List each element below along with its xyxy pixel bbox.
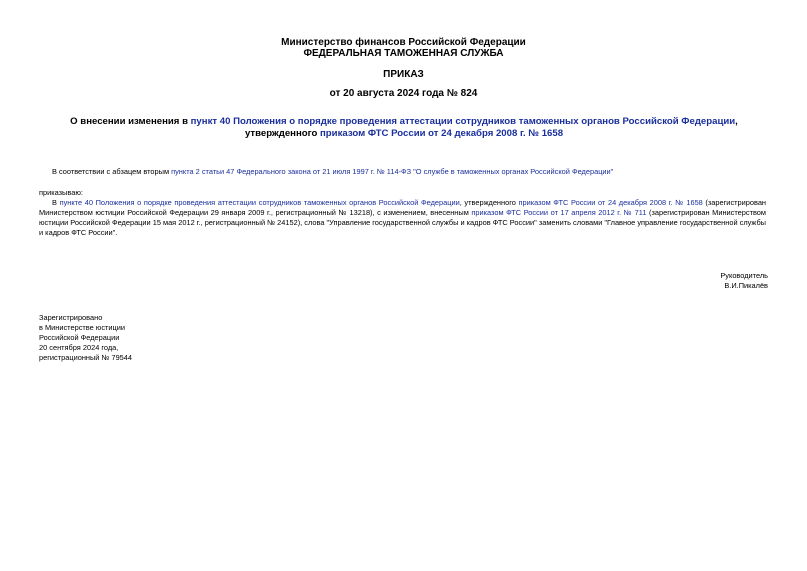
signature-title: Руководитель — [720, 271, 768, 280]
registration-line: регистрационный № 79544 — [39, 353, 133, 362]
basis-link-federal-law[interactable]: пункта 2 статьи 47 Федерального закона от 21 июля 1997 г. № 114-ФЗ "О службе в таможенных органах Российской Федерации" — [171, 167, 614, 176]
body-text-3: (зарегистрирован Министерством юстиции Российской Федерации 29 января 2009 г., регистрационный № 13218), с изменением, внесенным — [39, 198, 767, 217]
signature-name: В.И.Пикалёв — [724, 281, 768, 290]
order-body-paragraph — [39, 198, 766, 238]
registration-line: Зарегистрировано — [39, 313, 103, 322]
body-link-paragraph-40[interactable]: пункте 40 Положения о порядке проведения аттестации сотрудников таможенных органов Российской Федерации — [59, 198, 460, 207]
ministry-name: Министерство финансов Российской Федерации — [281, 37, 526, 48]
body-link-order-1658[interactable]: приказом ФТС России от 24 декабря 2008 г. № 1658 — [518, 198, 703, 207]
service-name: ФЕДЕРАЛЬНАЯ ТАМОЖЕННАЯ СЛУЖБА — [303, 48, 504, 59]
registration-line: 20 сентября 2024 года, — [39, 343, 119, 352]
signature-block — [720, 271, 768, 291]
registration-block — [39, 313, 132, 363]
subject-link-order-1658[interactable]: приказом ФТС России от 24 декабря 2008 г. № 1658 — [320, 128, 564, 139]
document-date-number: от 20 августа 2024 года № 824 — [329, 88, 478, 99]
subject-link-paragraph-40[interactable]: пункт 40 Положения о порядке проведения аттестации сотрудников таможенных органов Российской Федерации — [190, 116, 736, 127]
subject-prefix: О внесении изменения в — [70, 116, 191, 127]
document-type: ПРИКАЗ — [383, 69, 424, 80]
document-subject — [56, 116, 752, 140]
body-text-2: , утвержденного — [459, 198, 519, 207]
order-word: приказываю: — [39, 188, 83, 197]
registration-line: Российской Федерации — [39, 333, 120, 342]
legal-basis — [52, 167, 772, 177]
subject-middle: , утвержденного — [244, 116, 738, 139]
body-link-order-711[interactable]: приказом ФТС России от 17 апреля 2012 г. № 711 — [471, 208, 647, 217]
body-text-4: (зарегистрирован Министерством юстиции Российской Федерации 15 мая 2012 г., регистрационный № 24152), слова "Управление государственной службы и кадров ФТС России" заменить словами "Главное управление государственной службы и кадров ФТС России". — [39, 208, 767, 237]
registration-line: в Министерстве юстиции — [39, 323, 126, 332]
body-text-1: В — [52, 198, 60, 207]
basis-prefix: В соответствии с абзацем вторым — [52, 167, 172, 176]
